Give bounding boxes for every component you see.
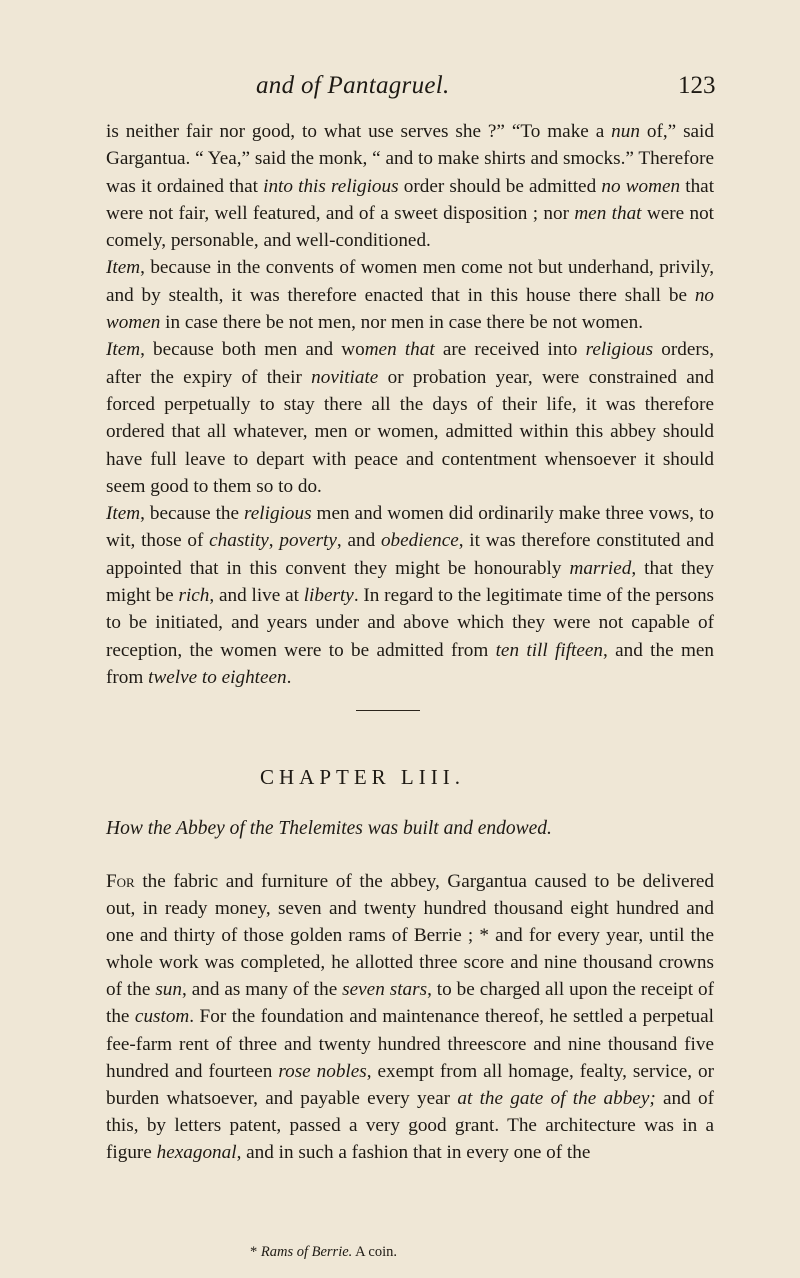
page-number: 123 — [678, 72, 716, 99]
paragraph-opening: is neither fair nor good, to what use serves she ?” “To make a nun of,” said Gargantua. “ Yea,” said the monk, “ and to make shirts and smocks.” Therefore was it ordained that into this religious order should be admitted no women that were not fair, well featured, and of a sweet disposition ; nor men that were not comely, personable, and well-conditioned. — [106, 121, 715, 252]
paragraph-item-novitiate: Item, because both men and women that are received into religious orders, after the expiry of their novitiate or probation year, were constrained and forced perpetually to stay there all the days of their life, it was therefore ordered that all whatever, men or women, admitted within this abbey should have full leave to depart with peace and contentment whensoever it should seem good to them so to do. — [106, 339, 714, 497]
chapter-body-text: the fabric and furniture of the abbey, Gargantua caused to be delivered out, in ready money, seven and twenty hundred thousand eight hundred and one and thirty of those golden rams of Berrie ; * and for every year, until the whole work was completed, he allotted three score and nine thousand crowns of the sun, and as many of the seven stars, to be charged all upon the receipt of the custom. For the foundation and maintenance thereof, he settled a perpetual fee-farm rent of three and twenty hundred threescore and nine thousand five hundred and fourteen rose nobles, exempt from all homage, fealty, service, or burden whatsoever, and payable every year at the gate of the abbey; and of this, by letters patent, passed a very good grant. The architecture was in a figure hexagonal, and in such a fashion that in every one of the — [106, 871, 714, 1163]
paragraph-item-vows: Item, because the religious men and women did ordinarily make three vows, to wit, those of chastity, poverty, and obedience, it was therefore constituted and appointed that in this convent they might be honourably married, that they might be rich, and live at liberty. In regard to the legitimate time of the persons to be initiated, and years under and above which they were not capable of reception, the women were to be admitted from ten till fifteen, and the men from twelve to eighteen. — [106, 503, 715, 688]
paragraph-item-convents: Item, because in the convents of women men come not but underhand, privily, and by stealth, it was therefore enacted that in this house there shall be no women in case there be not men, nor men in case there be not women. — [106, 257, 714, 334]
chapter-subtitle: How the Abbey of the Thelemites was built and endowed. — [106, 818, 552, 839]
section-divider — [356, 710, 420, 711]
footnote-note: A coin. — [355, 1244, 398, 1260]
chapter-heading: CHAPTER LIII. — [260, 765, 465, 789]
running-head — [0, 72, 800, 108]
footnote — [250, 1244, 397, 1261]
footnote-mark: * — [250, 1244, 258, 1260]
running-title: and of Pantagruel. — [256, 72, 450, 99]
chapter-text — [106, 868, 714, 1166]
body-text — [106, 118, 714, 691]
chapter-first-word: For — [106, 871, 135, 892]
chapter-paragraph — [106, 868, 714, 1166]
footnote-title: Rams of Berrie. — [260, 1244, 353, 1260]
